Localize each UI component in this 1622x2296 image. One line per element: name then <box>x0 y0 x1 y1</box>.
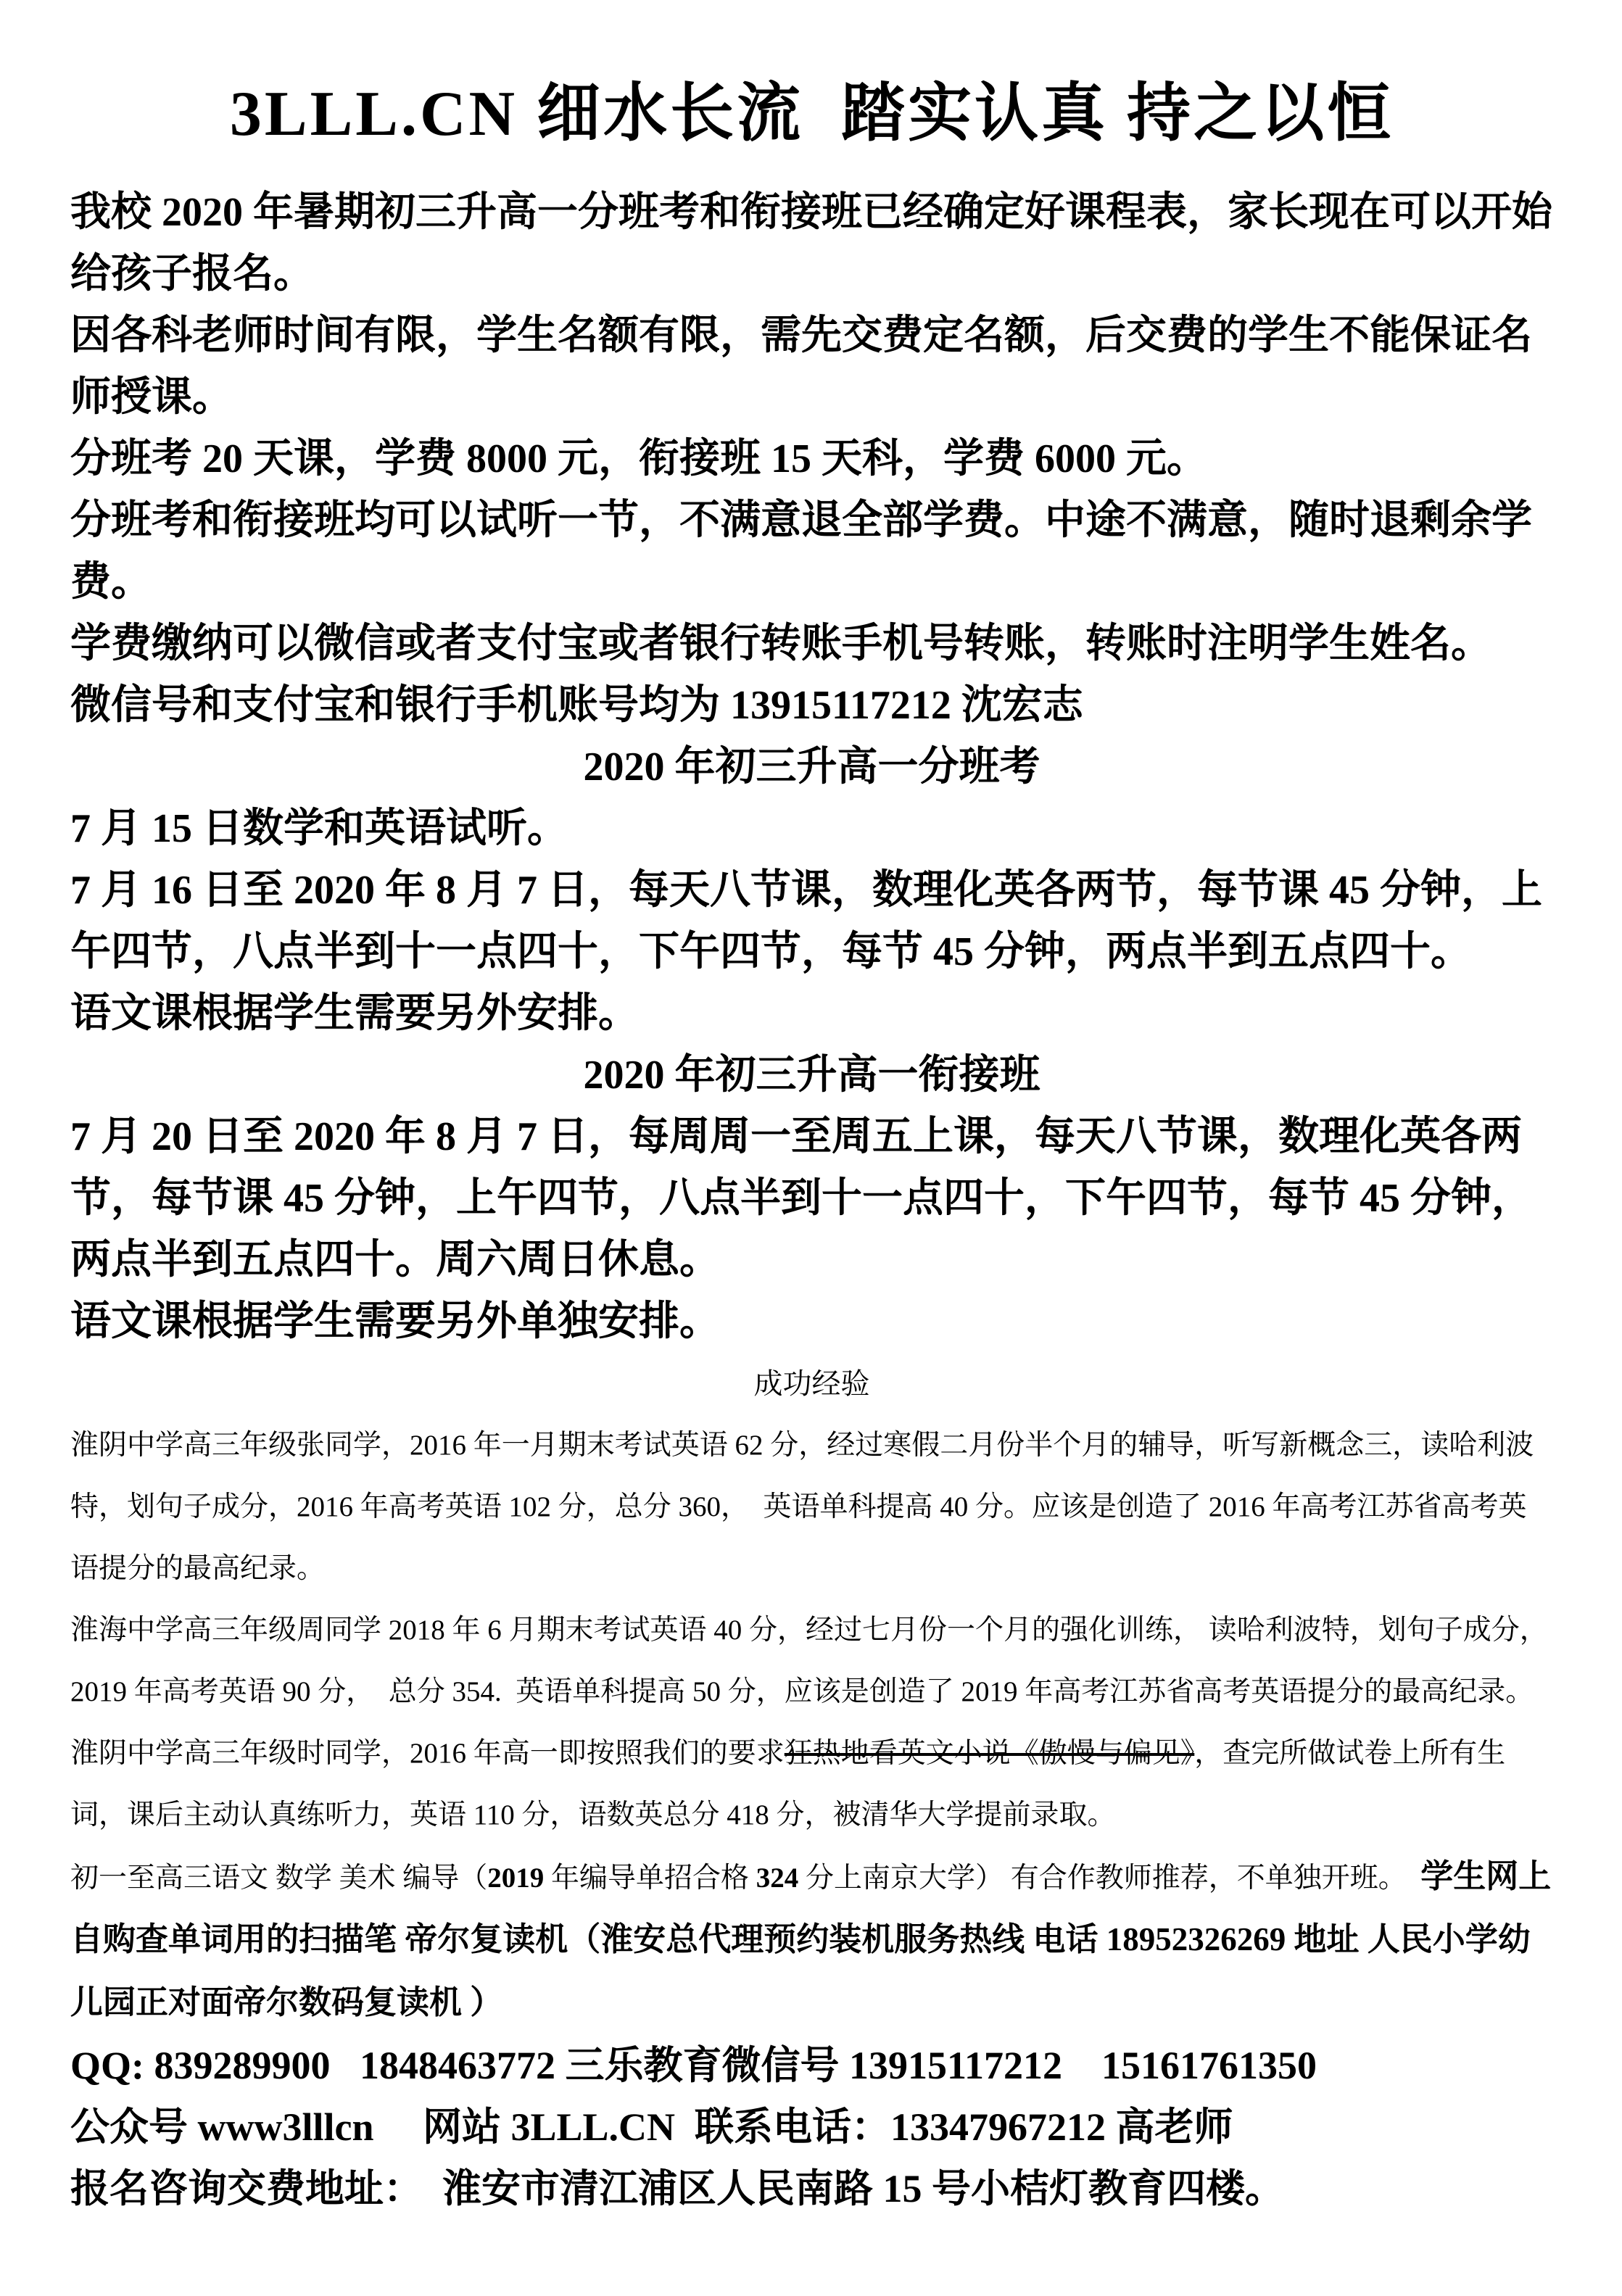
intro-schedule <box>70 182 1553 305</box>
text-segment-strike: 狂热地看英文小说《傲慢与偏见》 <box>784 1738 1195 1769</box>
text-segment: 语文课根据学生需要另外单独安排。 <box>70 1299 720 1344</box>
text-segment: 学费缴纳可以微信或者支付宝或者银行转账手机号转账，转账时注明学生姓名。 <box>70 621 1491 666</box>
bridge-chinese-note <box>70 1291 1553 1353</box>
text-segment: 因各科老师时间有限，学生名额有限，需先交费定名额，后交费的学生不能保证名师授课。 <box>70 313 1532 420</box>
page-title: 3LLL.CN 细水长流 踏实认真 持之以恒 <box>229 79 1394 149</box>
contact-address <box>70 2158 1553 2220</box>
text-segment: 分班考 20 天课，学费 8000 元，衔接班 15 天科，学费 6000 元。 <box>70 436 1207 481</box>
text-segment: 年编导单招合格 <box>544 1862 756 1894</box>
section-heading-success-stories <box>70 1353 1553 1414</box>
text-segment: 7 月 16 日至 2020 年 8 月 7 日，每天八节课，数理化英各两节，每节课 45 分钟，上午四节，八点半到十一点四十，下午四节，每节 45 分钟，两点半到五点四十。 <box>70 868 1542 974</box>
text-segment: QQ: 839289900 1848463772 三乐教育微信号 13915117212 15161761350 <box>70 2044 1317 2087</box>
text-segment: 淮海中学高三年级周同学 2018 年 6 月期末考试英语 40 分，经过七月份一个月的强化训练， 读哈利波特，划句子成分，2019 年高考英语 90 分， 总分 354. 英语单科提高 50 分，应该是创造了 2019 年高考江苏省高考英语提分的最高纪录。 <box>70 1615 1548 1707</box>
text-segment-emph: 学生网上自购查单词用的扫描笔 帝尔复读机（淮安总代理预约装机服务热线 电话 18952326269 地址 人民小学幼儿园正对面帝尔数码复读机 ） <box>70 1858 1552 2021</box>
section-heading-bridge-class <box>70 1045 1553 1106</box>
text-segment: 2020 年初三升高一分班考 <box>583 745 1040 789</box>
other-courses-and-devices <box>70 1846 1553 2035</box>
placement-schedule <box>70 860 1553 983</box>
enrollment-limit-note <box>70 305 1553 428</box>
section-heading-placement-exam <box>70 737 1553 798</box>
text-segment: 2020 年初三升高一衔接班 <box>583 1053 1040 1098</box>
contact-website-phone <box>70 2097 1553 2158</box>
text-segment: 7 月 15 日数学和英语试听。 <box>70 806 568 851</box>
text-segment: 7 月 20 日至 2020 年 8 月 7 日，每周周一至周五上课，每天八节课，数理化英各两节，每节课 45 分钟，上午四节，八点半到十一点四十，下午四节，每节 45 分钟，两点半到五点四十。周六周日休息。 <box>70 1114 1532 1282</box>
text-segment-bold: 2019 <box>487 1862 545 1894</box>
text-segment: 微信号和支付宝和银行手机账号均为 13915117212 沈宏志 <box>70 683 1083 728</box>
contact-qq-wechat <box>70 2035 1553 2097</box>
refund-policy <box>70 490 1553 613</box>
success-case-2 <box>70 1599 1553 1723</box>
placement-chinese-note <box>70 983 1553 1045</box>
text-segment: 淮阴中学高三年级张同学，2016 年一月期末考试英语 62 分，经过寒假二月份半个月的辅导，听写新概念三，读哈利波特，划句子成分，2016 年高考英语 102 分，总分 360， 英语单科提高 40 分。应该是创造了 2016 年高考江苏省高考英语提分的最高纪录。 <box>70 1430 1534 1584</box>
payment-account <box>70 675 1553 737</box>
text-segment-bold: 324 <box>756 1862 799 1894</box>
text-segment: 报名咨询交费地址： 淮安市清江浦区人民南路 15 号小桔灯教育四楼。 <box>70 2167 1284 2210</box>
text-segment: 分上南京大学） 有合作教师推荐，不单独开班。 <box>798 1862 1421 1894</box>
text-segment: 公众号 www3lllcn 网站 3LLL.CN 联系电话：13347967212 高老师 <box>70 2105 1233 2149</box>
text-segment: 语文课根据学生需要另外安排。 <box>70 991 639 1036</box>
text-segment: 淮阴中学高三年级时同学，2016 年高一即按照我们的要求 <box>70 1738 785 1769</box>
document-body <box>70 182 1553 2220</box>
text-segment: 分班考和衔接班均可以试听一节，不满意退全部学费。中途不满意，随时退剩余学费。 <box>70 498 1532 605</box>
text-segment: ，查完所做试卷上所有生词，课后主动认真练听力，英语 110 分，语数英总分 418 分，被清华大学提前录取。 <box>70 1738 1506 1831</box>
text-segment: 我校 2020 年暑期初三升高一分班考和衔接班已经确定好课程表，家长现在可以开始给孩子报名。 <box>70 190 1552 297</box>
success-case-1 <box>70 1414 1553 1599</box>
payment-method <box>70 613 1553 675</box>
text-segment: 成功经验 <box>753 1367 870 1400</box>
bridge-schedule <box>70 1106 1553 1291</box>
success-case-3 <box>70 1723 1553 1846</box>
placement-trial-date <box>70 798 1553 860</box>
text-segment: 初一至高三语文 数学 美术 编导（ <box>70 1862 488 1894</box>
tuition-fees <box>70 428 1553 490</box>
